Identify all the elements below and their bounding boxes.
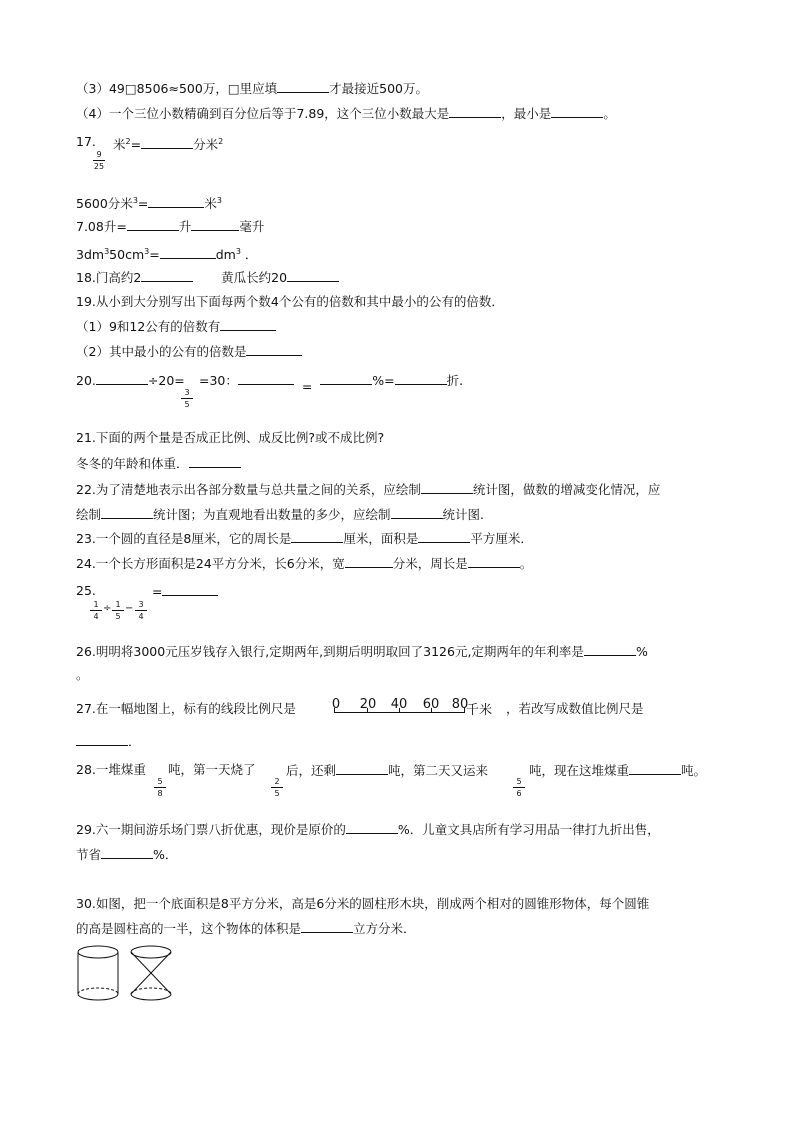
text: = [149, 247, 160, 262]
answer-blank[interactable] [162, 583, 218, 596]
answer-blank[interactable] [220, 318, 276, 331]
question-18 [76, 269, 339, 286]
question-27 [76, 701, 296, 717]
answer-blank[interactable] [629, 762, 681, 775]
answer-blank[interactable] [246, 343, 302, 356]
text: 立方分米． [353, 921, 416, 936]
text: 24.一个长方形面积是24平方分米，长6分米，宽 [76, 556, 345, 571]
text: 统计图. [442, 507, 485, 522]
question-26 [76, 643, 648, 660]
superscript: 3 [132, 196, 138, 205]
text: 吨。 [681, 763, 707, 778]
line-scale-bar [330, 697, 469, 718]
text: 21.下面的两个量是否成正比例、成反比例?或不成比例? [76, 430, 385, 445]
denominator: 6 [516, 789, 522, 798]
text: 绘制 [76, 507, 102, 522]
question-28-c [286, 762, 488, 779]
divide-sign: ÷ [103, 603, 112, 614]
answer-blank[interactable] [584, 643, 636, 656]
text: 。 [519, 556, 533, 571]
question-27-answer [76, 733, 141, 750]
text: 毫升 [239, 219, 265, 234]
answer-blank[interactable] [320, 372, 372, 385]
text: （4）一个三位小数精确到百分位后等于7.89，这个三位小数最大是 [76, 106, 450, 121]
fraction-1-4 [89, 600, 103, 621]
question-28-b [168, 762, 256, 778]
superscript: 3 [144, 247, 150, 256]
question-19-1 [76, 318, 276, 335]
scale-unit: 千米 [466, 703, 493, 718]
text: 分米，周长是 [392, 556, 468, 571]
fraction-1-5 [111, 600, 125, 621]
numerator: 3 [184, 388, 190, 397]
text: 米 [113, 137, 126, 152]
numerator: 3 [138, 600, 144, 609]
text: = [301, 379, 313, 394]
denominator: 5 [115, 612, 121, 621]
text: 节省 [76, 847, 102, 862]
question-20-rest [199, 372, 464, 394]
fraction-5-6 [512, 777, 526, 798]
text: 吨，第一天烧了 [168, 762, 256, 777]
denominator: 4 [93, 612, 99, 621]
text: 才最接近500万。 [329, 81, 428, 96]
text: 。 [76, 667, 89, 682]
answer-blank[interactable] [391, 506, 443, 519]
denominator: 5 [184, 400, 190, 409]
answer-blank[interactable] [141, 136, 193, 149]
answer-blank[interactable] [395, 372, 447, 385]
superscript: 3 [235, 247, 241, 256]
superscript: 2 [218, 137, 224, 146]
answer-blank[interactable] [189, 455, 241, 468]
question-17 [76, 134, 96, 150]
minus-sign: − [125, 603, 134, 614]
question-21 [76, 430, 384, 446]
question-number: 17. [76, 134, 96, 149]
question-30-line2 [76, 920, 416, 937]
numerator: 9 [96, 150, 102, 159]
double-cone-figure [127, 944, 175, 1004]
answer-blank[interactable] [127, 218, 179, 231]
scale-label: 20 [359, 697, 377, 712]
text: 29.六一期间游乐场门票八折优惠，现价是原价的 [76, 822, 346, 837]
scale-label: 60 [422, 697, 440, 712]
text: = [152, 584, 163, 599]
numerator: 1 [93, 600, 99, 609]
text: 折. [446, 373, 464, 388]
text: （3）49□8506≈500万，□里应填 [76, 81, 278, 96]
answer-blank[interactable] [101, 506, 153, 519]
text: = [130, 137, 142, 152]
question-16-3 [76, 80, 428, 97]
cylinder-figure [74, 944, 122, 1004]
text: 分米 [193, 137, 219, 152]
text: 冬冬的年龄和体重． [76, 456, 189, 471]
numerator: 2 [274, 777, 280, 786]
text: 3dm [76, 247, 105, 262]
text: 28.一堆煤重 [76, 762, 146, 777]
question-17-c [76, 218, 264, 235]
denominator: 4 [138, 612, 144, 621]
text: =30： [199, 373, 238, 388]
text: 吨，现在这堆煤重 [529, 763, 630, 778]
scale-label: 40 [390, 697, 408, 712]
answer-blank[interactable] [346, 821, 398, 834]
question-number: 25. [76, 583, 96, 598]
answer-blank[interactable] [76, 733, 128, 746]
question-21-item [76, 455, 241, 472]
text: %= [372, 373, 395, 388]
text: 升 [178, 219, 192, 234]
question-24 [76, 555, 532, 572]
question-23 [76, 530, 533, 547]
answer-blank[interactable] [468, 555, 520, 568]
question-17-body [113, 134, 223, 153]
text: 30.如图，把一个底面积是8平方分米，高是6分米的圆柱形木块，削成两个相对的圆锥形物体，每个圆锥 [76, 896, 650, 911]
question-16-4 [76, 105, 616, 122]
answer-blank[interactable] [449, 105, 501, 118]
scale-label: 0 [331, 697, 341, 712]
numerator: 1 [115, 600, 121, 609]
text: ÷20= [147, 373, 185, 388]
text: 20. [76, 373, 96, 388]
text: ． [128, 734, 141, 749]
question-25-answer [152, 583, 218, 600]
superscript: 3 [104, 247, 110, 256]
text: 统计图，做数的增减变化情况，应 [472, 482, 661, 497]
answer-blank[interactable] [277, 80, 329, 93]
text: 23.一个圆的直径是8厘米，它的周长是 [76, 531, 292, 546]
text: dm [215, 247, 236, 262]
question-28-a [76, 762, 146, 778]
answer-blank[interactable] [141, 269, 193, 282]
question-19 [76, 294, 504, 310]
text: 黄瓜长约20 [221, 270, 288, 285]
question-20 [76, 372, 185, 389]
answer-blank[interactable] [160, 246, 216, 259]
numerator: 5 [157, 777, 163, 786]
denominator: 5 [274, 789, 280, 798]
answer-blank[interactable] [421, 481, 473, 494]
answer-blank[interactable] [336, 762, 388, 775]
text: ，最小是 [501, 106, 552, 121]
text: %．儿童文具店所有学习用品一律打九折出售， [397, 822, 660, 837]
text: 的高是圆柱高的一半，这个物体的体积是 [76, 921, 302, 936]
question-26-end [76, 667, 89, 683]
question-22-line2 [76, 506, 484, 523]
text: 厘米，面积是 [343, 531, 419, 546]
answer-blank[interactable] [287, 269, 339, 282]
text: 平方厘米． [470, 531, 533, 546]
answer-blank[interactable] [301, 920, 353, 933]
text: %． [153, 847, 178, 862]
text: 统计图；为直观地看出数量的多少，应绘制 [153, 507, 391, 522]
answer-blank[interactable] [101, 846, 153, 859]
answer-blank[interactable] [345, 555, 393, 568]
answer-blank[interactable] [291, 530, 343, 543]
fraction-9-25 [92, 150, 106, 171]
question-29-line1 [76, 821, 660, 838]
text: 26.明明将3000元压岁钱存入银行,定期两年,到期后明明取回了3126元,定期两年的年利率是 [76, 644, 584, 659]
answer-blank[interactable] [238, 372, 294, 385]
text: 。 [603, 106, 616, 121]
question-30-line1 [76, 896, 649, 912]
text: 吨，第二天又运来 [388, 763, 489, 778]
answer-blank[interactable] [96, 372, 148, 385]
text: ． [244, 247, 258, 262]
question-17-d [76, 244, 257, 263]
text: 27.在一幅地图上，标有的线段比例尺是 [76, 701, 296, 716]
text: 18.门高约2 [76, 270, 142, 285]
question-28-d [529, 762, 706, 779]
fraction-2-5 [270, 777, 284, 798]
text: 19.从小到大分别写出下面每两个数4个公有的倍数和其中最小的公有的倍数． [76, 294, 504, 309]
text: 米 [204, 196, 217, 211]
denominator: 25 [93, 162, 105, 171]
text: （2）其中最小的公有的倍数是 [76, 344, 247, 359]
fraction-3-4 [134, 600, 148, 621]
text: 7.08升= [76, 219, 127, 234]
text: = [137, 196, 149, 211]
answer-blank[interactable] [418, 530, 470, 543]
answer-blank[interactable] [148, 195, 204, 208]
question-25 [76, 583, 96, 599]
denominator: 8 [157, 789, 163, 798]
text: ，若改写成数值比例尺是 [506, 701, 644, 716]
fraction-3-5 [180, 388, 194, 409]
text: （1）9和12公有的倍数有 [76, 319, 221, 334]
question-27-rest [506, 701, 644, 717]
question-17-b [76, 193, 222, 212]
text: 50cm [109, 247, 145, 262]
question-29-line2 [76, 846, 177, 863]
question-19-2 [76, 343, 302, 360]
numerator: 5 [516, 777, 522, 786]
text: % [635, 644, 648, 659]
question-22-line1 [76, 481, 660, 498]
answer-blank[interactable] [551, 105, 603, 118]
text: 后，还剩 [286, 763, 337, 778]
superscript: 3 [216, 196, 222, 205]
superscript: 2 [125, 137, 131, 146]
scale-label: 80 [451, 697, 469, 712]
text: 5600分米 [76, 196, 133, 211]
answer-blank[interactable] [191, 218, 239, 231]
fraction-5-8 [153, 777, 167, 798]
text: 22.为了清楚地表示出各部分数量与总共量之间的关系，应绘制 [76, 482, 421, 497]
